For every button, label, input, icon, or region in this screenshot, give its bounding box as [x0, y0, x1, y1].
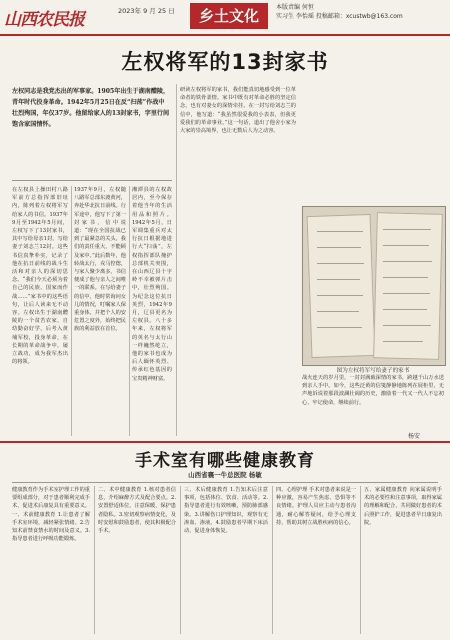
article2-column-2: 二、术中健康教育 1.核对患者信息，介绍麻醉方式及配合要点。2.安置舒适体位，注意保暖，保护患者隐私。3.密切观察病情变化，及时安慰和鼓励患者，使其积极配合手术。 [98, 487, 176, 535]
article2-column-5: 五、家属健康教育 向家属说明手术的必要性和注意事项，取得家属的理解和配合，共同做好患者的术后照护工作，促进患者早日康复出院。 [364, 487, 442, 526]
letter-sheet-right [373, 212, 443, 360]
article2-headline: 手术室有哪些健康教育 [135, 451, 315, 471]
letter-sheet-left [307, 214, 376, 358]
column-divider [272, 486, 273, 634]
issue-date: 2023年 9 月 25 日 [118, 7, 175, 15]
newspaper-logo: 山西农民报 [4, 10, 84, 30]
article2-column-1: 健康教育作为手术室护理工作的重要组成部分，对于患者顺利完成手术、促进术后康复具有重要意义。一、术前健康教育 1.让患者了解手术室环境，减轻紧张情绪。2.告知术前禁食禁水的时间及意义。3.指导患者进行呼吸功能锻炼。 [12, 487, 90, 543]
column-divider [360, 486, 361, 634]
article2-byline: 山西省襄一牛总医院 杨敏 [188, 471, 262, 479]
article-author: 杨安 [408, 433, 421, 440]
article-intro: 左权同志是我党杰出的军事家。1905年出生于湖南醴陵，青年时代投身革命。1942年5月25日在反“扫荡”作战中壮烈殉国，年仅37岁。他留给家人的13封家书，字里行间饱含家国情怀。 [12, 88, 170, 128]
article-column-4: 研读左权将军的家书，我们能真切地感受到一位革命者的铁骨柔情。家书中既有对革命必胜的坚定信念，也有对妻女的深情牵挂。在一封写给刘志兰的信中，他写道：“我虽然很爱我的小表表，但我更爱我们的革命事业。”这一句话，道出了他舍小家为大家的崇高境界，也让无数后人为之动容。 [180, 87, 296, 135]
family-letter-photo [302, 206, 446, 366]
column-divider [71, 186, 72, 436]
editor-info [276, 4, 403, 21]
article-column-3: 湘潭县的左权故居内，至今保存着他当年的生活用品和照片。1942年5月，日军调集重兵对太行抗日根据地进行大“扫荡”，左权指挥部队掩护总部机关突围，在山西辽县十字岭不幸被弹片击中，壮烈殉国。为纪念这位抗日英烈，1942年9月，辽县更名为左权县。八十多年来，左权将军的英名与太行山一样巍然屹立，他的家书也成为后人缅怀英烈、传承红色基因的宝贵精神财富。 [132, 187, 172, 382]
masthead [0, 0, 450, 36]
article2-column-4: 四、心理护理 手术对患者来说是一种应激，容易产生焦虑、恐惧等不良情绪。护理人员应主动与患者沟通，耐心解答疑问，给予心理支持，帮助其树立战胜疾病的信心。 [276, 487, 356, 526]
photo-caption: 图为左权将军写给妻子的家书 [336, 368, 410, 374]
column-divider [129, 186, 130, 436]
column-divider [94, 486, 95, 634]
article-column-2: 1937年9月，左权随八路军总部东渡黄河，奔赴华北抗日前线。行军途中，他写下了第一封家书，信中说道：“现在全国抗战已到了最紧急的关头，我们的责任重大，不能顾及家中。”此后数年，他转战太行，戎马倥偬，与家人聚少离多，书信便成了他与亲人之间唯一的联系。在写给妻子的信中，他时常询问女儿的情况，叮嘱家人保重身体，并把个人的安危置之度外，始终把民族的利益放在首位。 [74, 187, 126, 333]
editor-line-2: 实习生 李怡瑶 投稿邮箱：xcustwb@163.com [276, 12, 403, 20]
article2-column-3: 三、术后健康教育 1.告知术后注意事项，包括体位、饮食、活动等。2.指导患者进行有效咳嗽，预防肺部感染。3.讲解伤口护理知识，观察有无渗血、渗液。4.鼓励患者早期下床活动，促进身体恢复。 [184, 487, 268, 535]
article-column-1: 在左权县上操田村八路军前方总指挥部旧址内，陈列着左权将军写给家人的书信。1937年9月至1942年5月间，左权写下了13封家书，其中写给母亲1封、写给妻子刘志兰12封。这些书信真挚朴实，记录了他在抗日前线的战斗生活和对亲人的深切思念。“我们今天必须为着自己的民族、国家而作战……”家书中的这些语句，让后人读来无不动容。左权出生于湖南醴陵的一个贫苦农家，自幼勤奋好学，后考入黄埔军校，投身革命，在长期的革命战争中，屡立战功，成为我军杰出的将领。 [12, 187, 68, 366]
section-divider [0, 441, 450, 443]
section-title: 乡土文化 [190, 3, 268, 29]
article-headline: 左权将军的13封家书 [121, 50, 329, 74]
byline-divider [12, 482, 438, 483]
column-divider [180, 486, 181, 634]
editor-line-1: 本版责编 何恒 [276, 4, 314, 11]
column-divider [176, 84, 177, 436]
article-column-5: 战火连天的岁月里，一封封满载深情的家书，跨越千山万水送到亲人手中。如今，这些泛黄的信笺静静地陈列在展柜里，无声地诉说着那段波澜壮阔的历史，激励着一代又一代人不忘初心、牢记使命，继续前行。 [302, 375, 444, 406]
intro-divider [12, 180, 172, 181]
